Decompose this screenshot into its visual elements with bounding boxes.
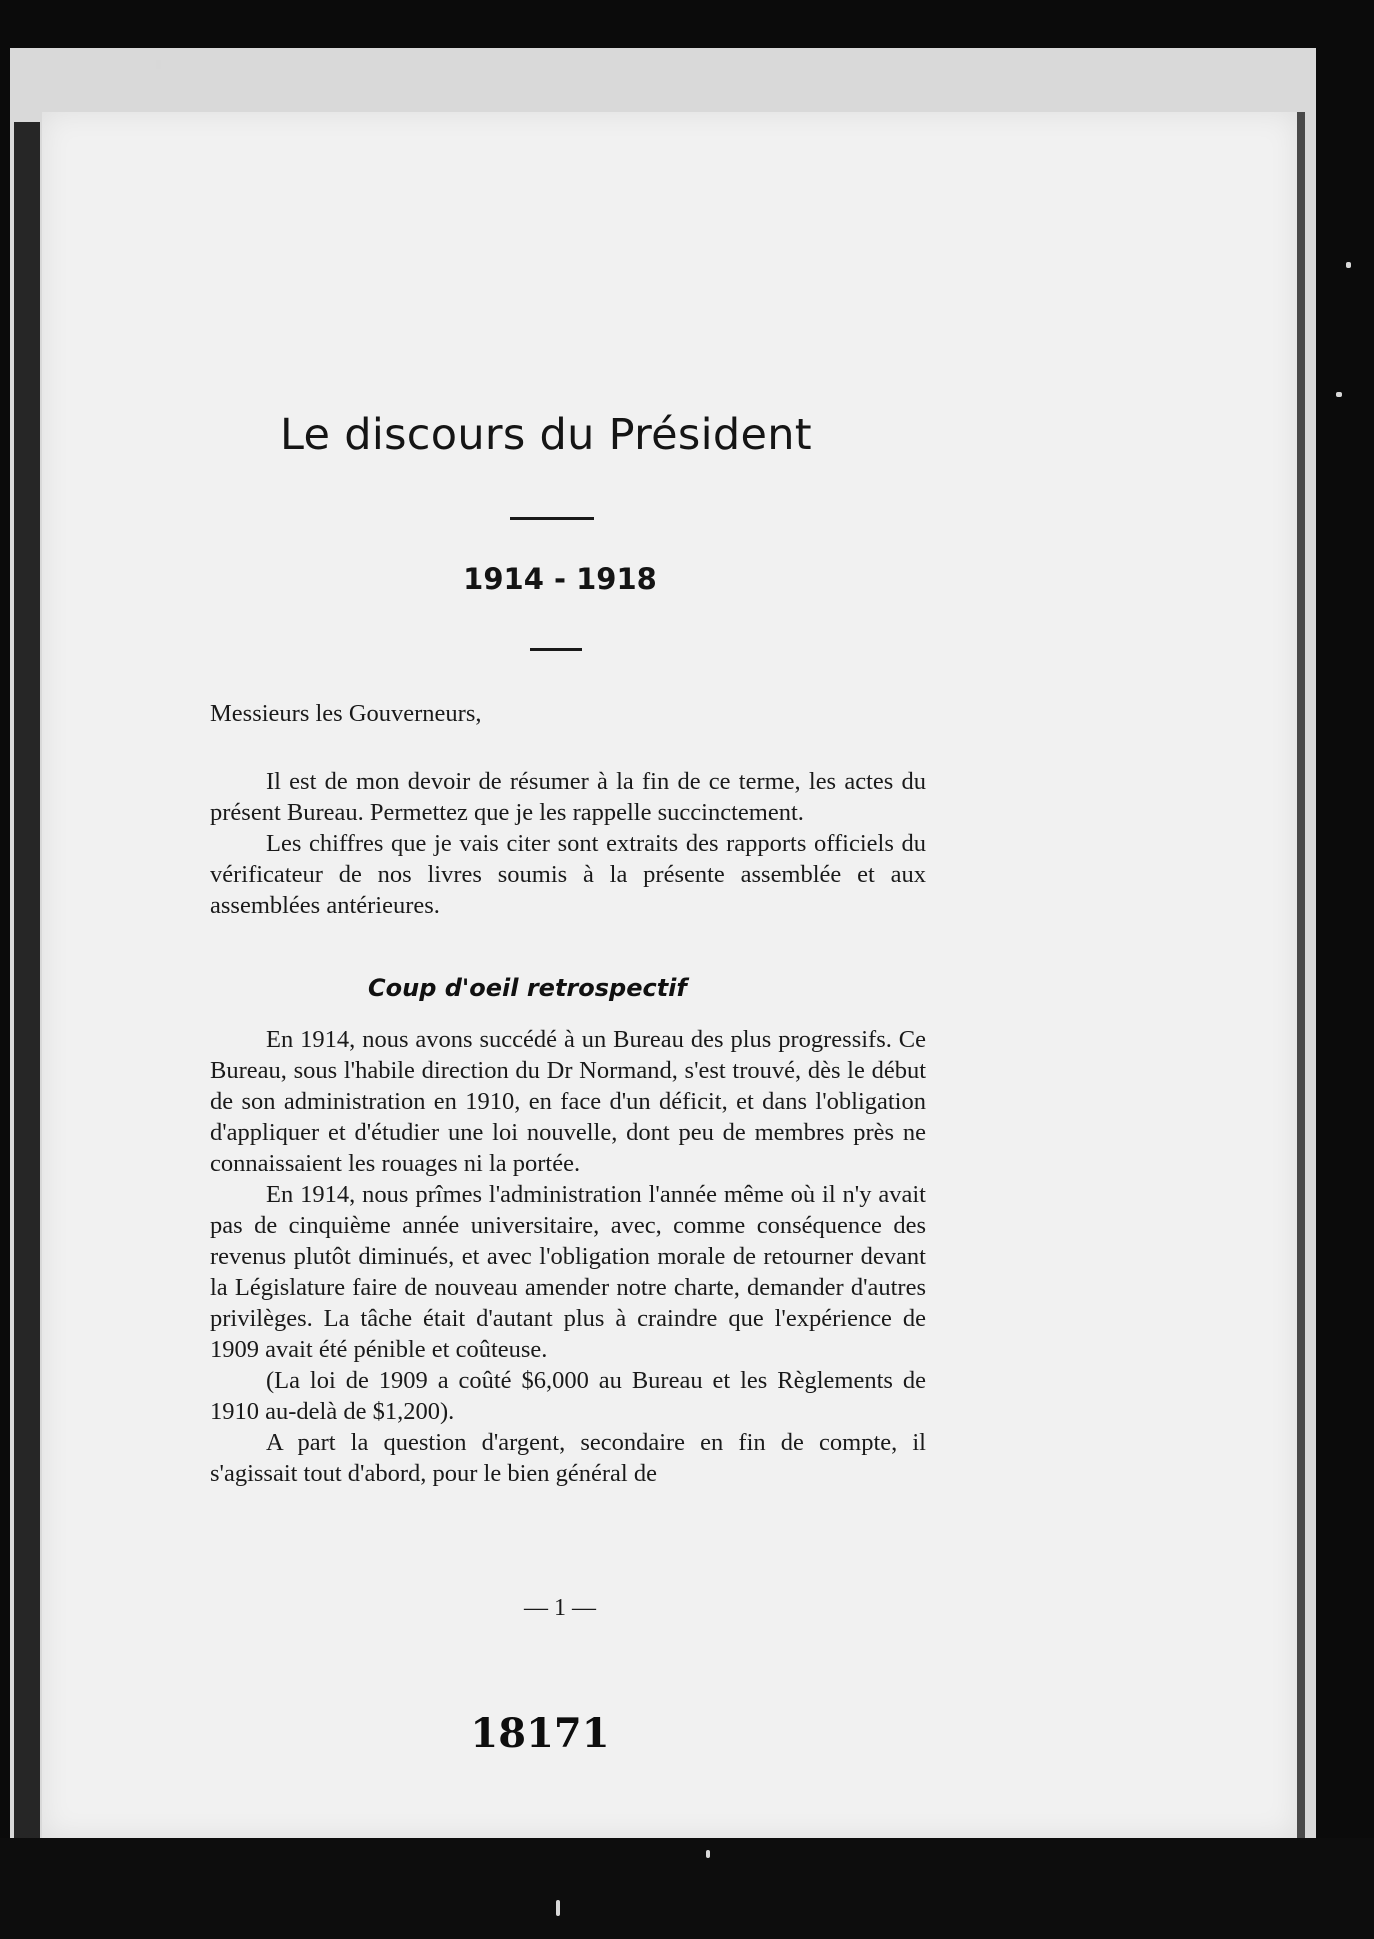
paragraph: (La loi de 1909 a coûté $6,000 au Bureau et les Règlements de 1910 au-delà de $1,200). bbox=[210, 1367, 926, 1425]
intro-section bbox=[210, 766, 926, 921]
page-title: Le discours du Président bbox=[280, 410, 812, 460]
paragraph: Les chiffres que je vais citer sont extraits des rapports officiels du vérificateur de nos livres soumis à la présente assemblée et aux assemblées antérieures. bbox=[210, 830, 926, 919]
scan-speck bbox=[556, 1900, 560, 1916]
retrospective-section bbox=[210, 1024, 926, 1489]
archive-stamp-number: 18171 bbox=[470, 1710, 610, 1757]
scan-speck bbox=[706, 1850, 710, 1858]
page-right-edge bbox=[1297, 112, 1305, 1838]
scan-speck bbox=[1346, 262, 1351, 268]
salutation: Messieurs les Gouverneurs, bbox=[210, 700, 482, 727]
scan-bottom-border bbox=[0, 1838, 1374, 1939]
paragraph: En 1914, nous prîmes l'administration l'année même où il n'y avait pas de cinquième année universitaire, avec, comme conséquence des revenus plutôt diminués, et avec l'obligation morale de retourner devant la Législature faire de nouveau amender notre charte, demander d'autres privilèges. La tâche était d'autant plus à craindre que l'expérience de 1909 avait été pénible et coûteuse. bbox=[210, 1181, 926, 1363]
title-divider bbox=[510, 517, 594, 520]
date-divider bbox=[530, 648, 582, 651]
scan-speck bbox=[156, 60, 161, 69]
paragraph: Il est de mon devoir de résumer à la fin de ce terme, les actes du présent Bureau. Permettez que je les rappelle succinctement. bbox=[210, 768, 926, 826]
paragraph: A part la question d'argent, secondaire en fin de compte, il s'agissait tout d'abord, pour le bien général de bbox=[210, 1429, 926, 1487]
binding-edge bbox=[14, 122, 40, 1838]
date-range: 1914 - 1918 bbox=[463, 562, 657, 596]
scan-speck bbox=[1336, 392, 1342, 397]
section-heading: Coup d'oeil retrospectif bbox=[368, 974, 687, 1002]
page-number: — 1 — bbox=[524, 1595, 596, 1621]
paragraph: En 1914, nous avons succédé à un Bureau des plus progressifs. Ce Bureau, sous l'habile direction du Dr Normand, s'est trouvé, dès le début de son administration en 1910, en face d'un déficit, et dans l'obligation d'appliquer et d'étudier une loi nouvelle, dont peu de membres près ne connaissaient les rouages ni la portée. bbox=[210, 1026, 926, 1177]
